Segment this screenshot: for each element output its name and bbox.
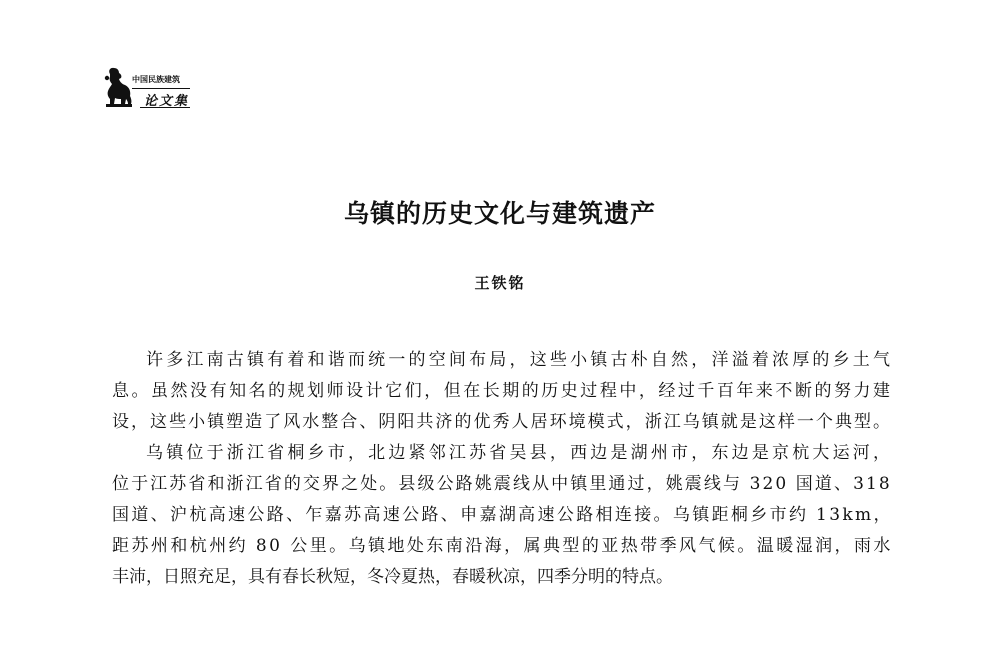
- logo-underline: [140, 107, 190, 108]
- paragraph-2-line-4: 距苏州和杭州约 80 公里。乌镇地处东南沿海，属典型的亚热带季风气候。温暖湿润，雨水: [112, 536, 893, 556]
- paragraph-2-line-1: 乌镇位于浙江省桐乡市，北边紧邻江苏省吴县，西边是湖州市，东边是京杭大运河，: [146, 443, 894, 463]
- paragraph-1-line-2: 息。虽然没有知名的规划师设计它们，但在长期的历史过程中，经过千百年来不断的努力建: [112, 381, 893, 401]
- logo-collection-name: 论文集: [144, 94, 190, 109]
- paragraph-2-line-3: 国道、沪杭高速公路、乍嘉苏高速公路、申嘉湖高速公路相连接。乌镇距桐乡市约 13km，: [112, 505, 893, 525]
- article-author: 王铁铭: [474, 274, 526, 292]
- series-logo: [104, 66, 196, 114]
- paragraph-2-line-2: 位于江苏省和浙江省的交界之处。县级公路姚震线从中镇里通过，姚震线与 320 国道、318: [112, 474, 892, 494]
- logo-divider: [132, 88, 190, 89]
- paragraph-1-line-3: 设，这些小镇塑造了风水整合、阴阳共济的优秀人居环境模式，浙江乌镇就是这样一个典型。: [112, 412, 893, 432]
- logo-series-name: 中国民族建筑: [132, 75, 180, 84]
- article-title: 乌镇的历史文化与建筑遗产: [343, 199, 656, 228]
- dog-statue-icon: [104, 66, 134, 110]
- paragraph-1-line-1: 许多江南古镇有着和谐而统一的空间布局，这些小镇古朴自然，洋溢着浓厚的乡土气: [146, 350, 894, 370]
- paragraph-2-line-5: 丰沛，日照充足，具有春长秋短，冬冷夏热，春暖秋凉，四季分明的特点。: [112, 567, 673, 587]
